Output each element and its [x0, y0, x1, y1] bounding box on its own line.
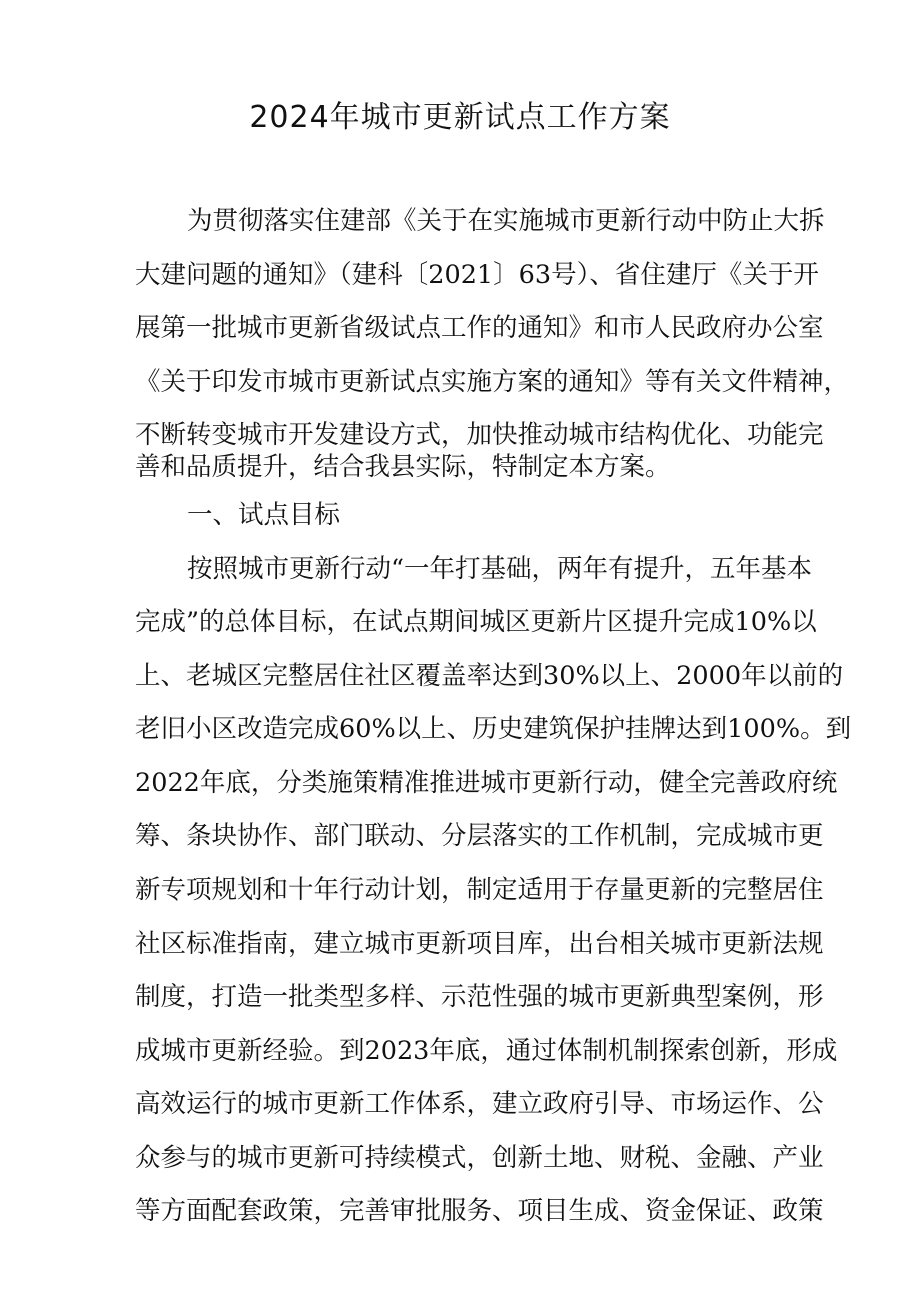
- body-line: 高效运行的城市更新工作体系，建立政府引导、市场运作、公: [135, 1089, 824, 1119]
- body-line: 按照城市更新行动“一年打基础，两年有提升，五年基本: [187, 554, 813, 584]
- intro-line: 不断转变城市开发建设方式，加快推动城市结构优化、功能完: [135, 420, 824, 450]
- body-line: 完成”的总体目标，在试点期间城区更新片区提升完成10%以: [135, 607, 817, 637]
- document-title: 2024年城市更新试点工作方案: [249, 100, 671, 135]
- intro-line: 善和品质提升，结合我县实际，特制定本方案。: [135, 452, 671, 482]
- body-line: 成城市更新经验。到2023年底，通过体制机制探索创新，形成: [135, 1036, 838, 1066]
- intro-line: 为贯彻落实住建部《关于在实施城市更新行动中防止大拆: [187, 206, 825, 236]
- body-line: 社区标准指南，建立城市更新项目库，出台相关城市更新法规: [135, 929, 824, 959]
- body-line: 2022年底，分类施策精准推进城市更新行动，健全完善政府统: [135, 768, 838, 798]
- body-line: 老旧小区改造完成60%以上、历史建筑保护挂牌达到100%。到: [135, 714, 852, 744]
- body-line: 上、老城区完整居住社区覆盖率达到30%以上、2000年以前的: [135, 661, 844, 691]
- body-line: 新专项规划和十年行动计划，制定适用于存量更新的完整居住: [135, 875, 824, 905]
- intro-line: 展第一批城市更新省级试点工作的通知》和市人民政府办公室: [135, 313, 824, 343]
- body-line: 众参与的城市更新可持续模式，创新土地、财税、金融、产业: [135, 1143, 824, 1173]
- intro-line: 大建问题的通知》（建科〔2021〕63号）、省住建厅《关于开: [135, 260, 819, 290]
- body-line: 等方面配套政策，完善审批服务、项目生成、资金保证、政策: [135, 1196, 824, 1226]
- intro-line: 《关于印发市城市更新试点实施方案的通知》等有关文件精神，: [135, 367, 850, 397]
- body-line: 筹、条块协作、部门联动、分层落实的工作机制，完成城市更: [135, 821, 824, 851]
- section-heading: 一、试点目标: [187, 500, 341, 530]
- body-line: 制度，打造一批类型多样、示范性强的城市更新典型案例，形: [135, 982, 824, 1012]
